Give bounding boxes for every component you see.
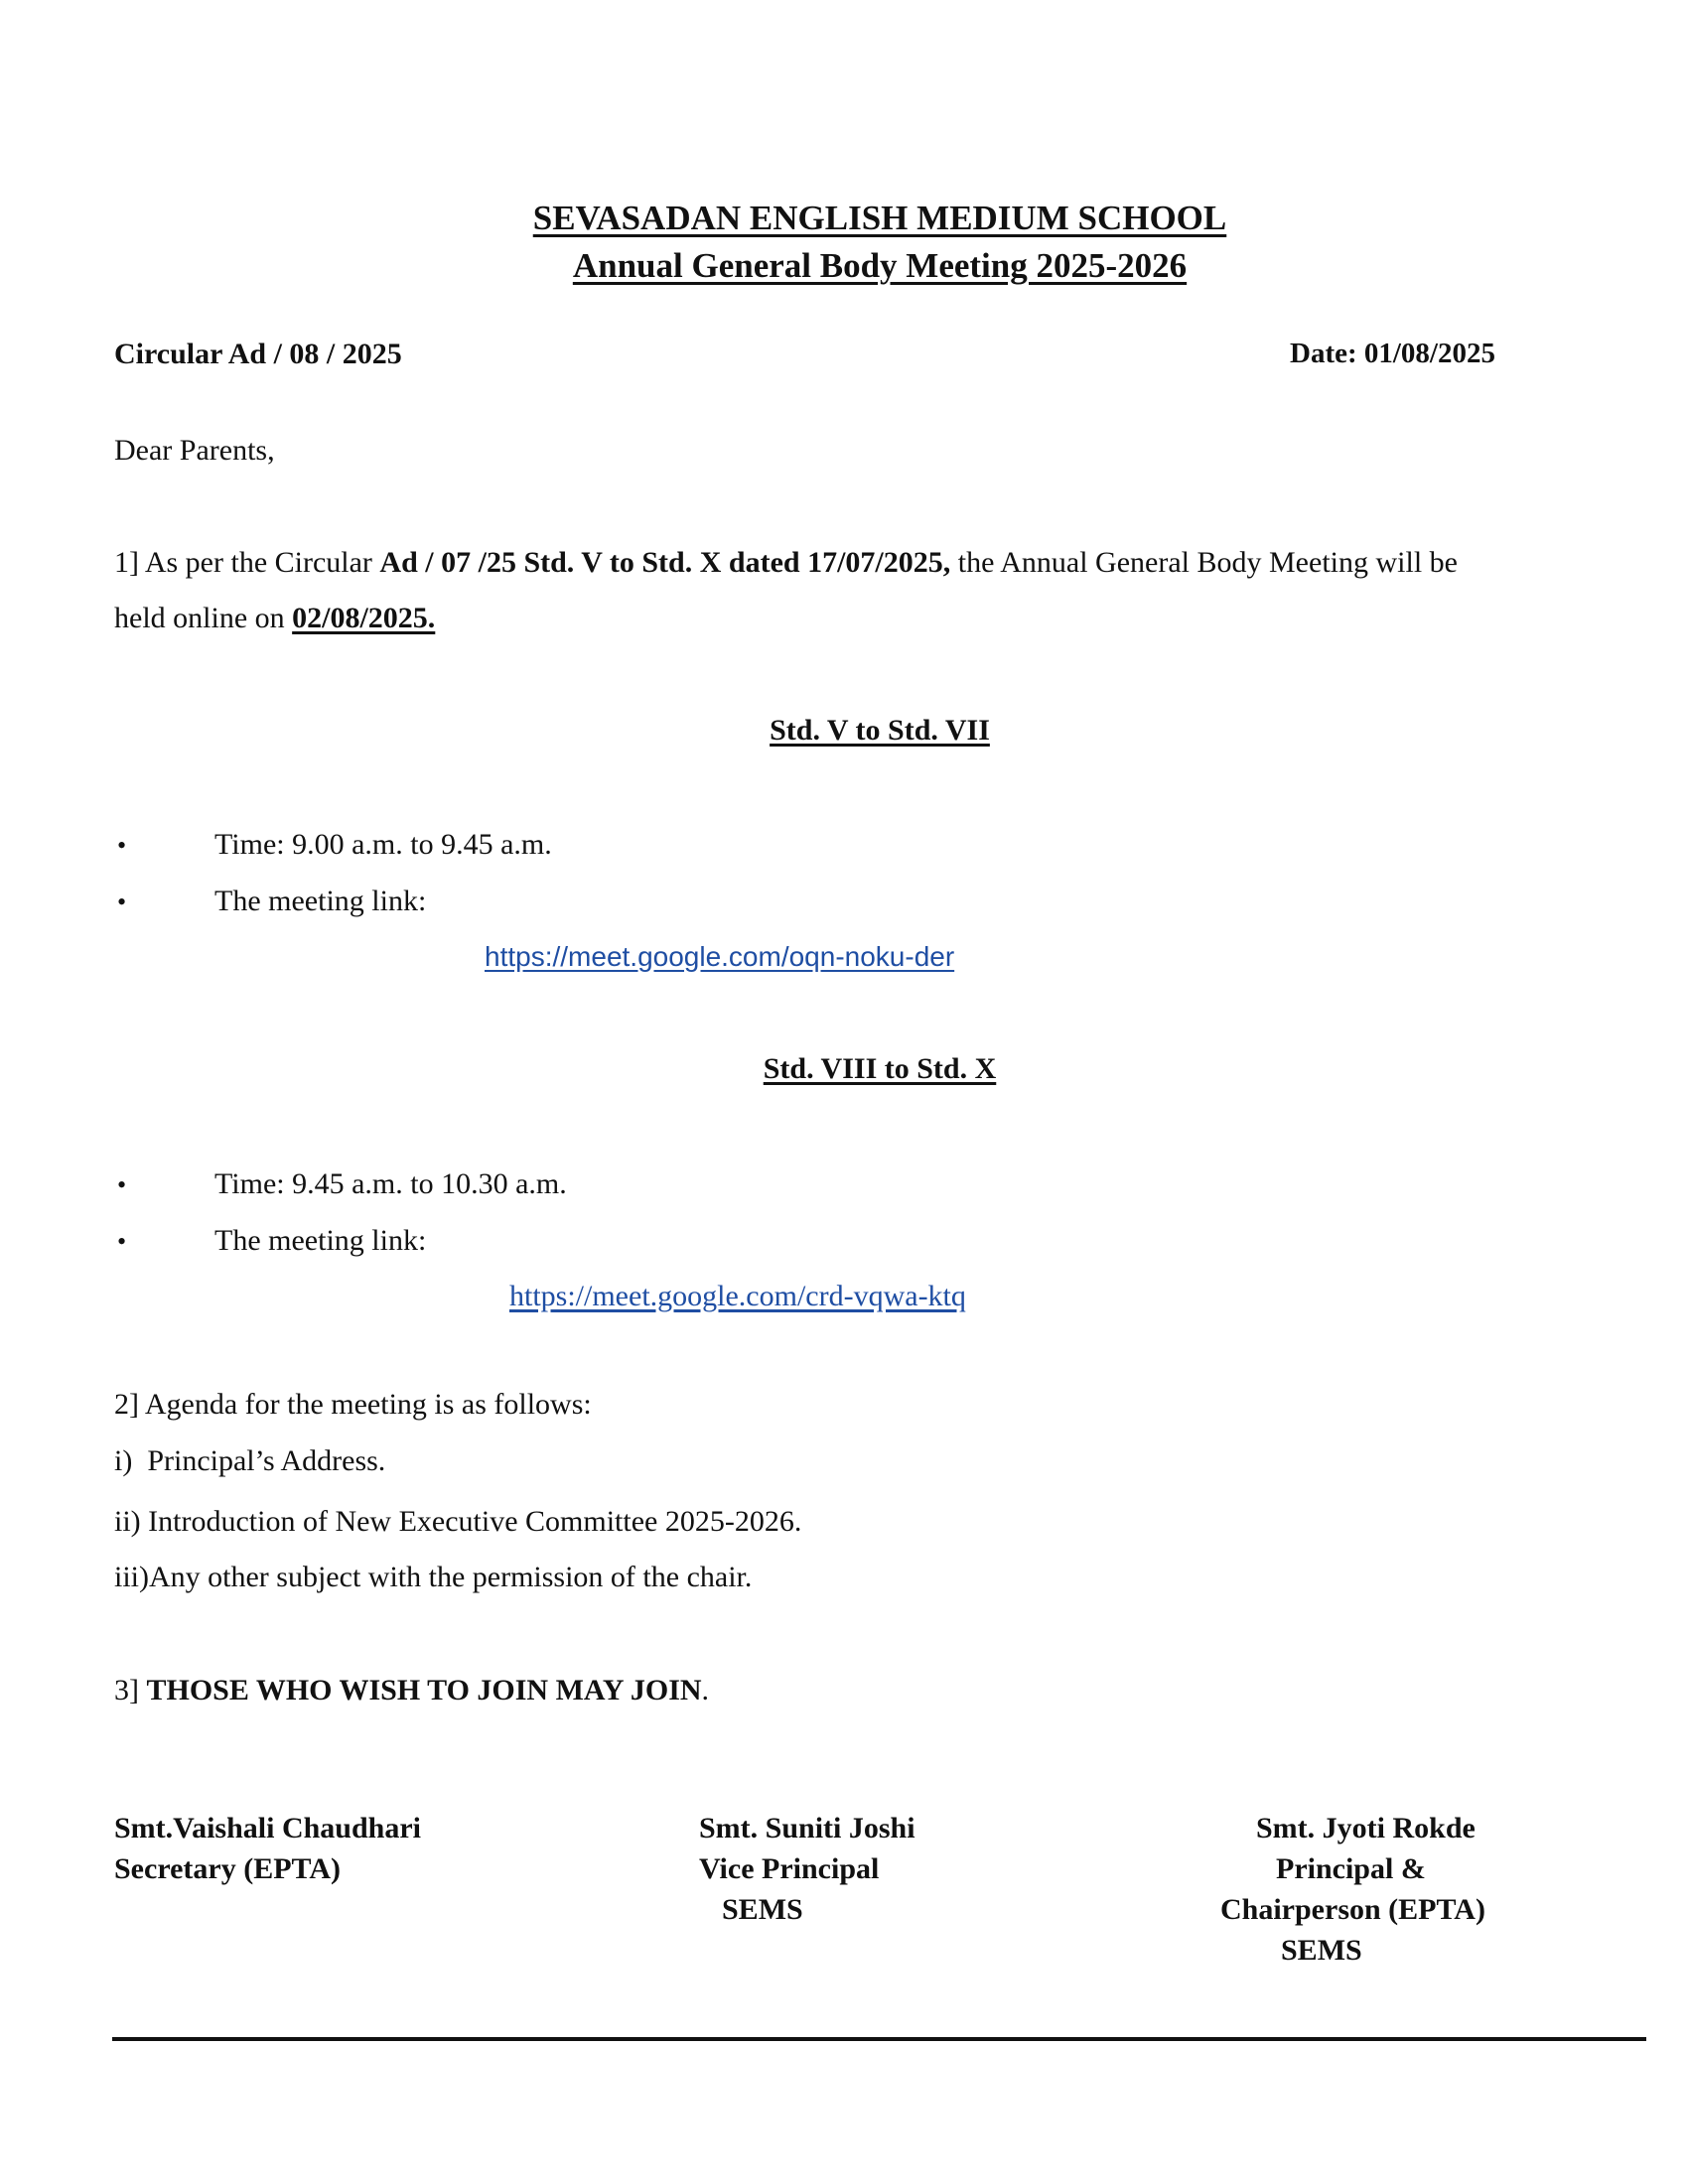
- school-name: SEVASADAN ENGLISH MEDIUM SCHOOL: [532, 199, 1227, 237]
- paragraph-1-line-2: [114, 602, 435, 635]
- signatory-3-name: Smt. Jyoti Rokde: [1256, 1812, 1476, 1844]
- signatory-3-role: Chairperson (EPTA): [1220, 1893, 1485, 1926]
- section-heading-std-v-vii: Std. V to Std. VII: [770, 714, 990, 747]
- paragraph-1-middle: the Annual General Body Meeting will be: [950, 546, 1458, 579]
- section-heading-std-viii-x: Std. VIII to Std. X: [763, 1052, 997, 1085]
- agenda-item: ii) Introduction of New Executive Committee 2025-2026.: [114, 1505, 802, 1538]
- signatory-2-name: Smt. Suniti Joshi: [699, 1812, 915, 1844]
- salutation: Dear Parents,: [114, 434, 275, 467]
- join-notice: THOSE WHO WISH TO JOIN MAY JOIN: [146, 1674, 702, 1706]
- agenda-item: iii)Any other subject with the permission of the chair.: [114, 1561, 753, 1593]
- circular-date: Date: 01/08/2025: [1290, 338, 1495, 369]
- agenda-intro: 2] Agenda for the meeting is as follows:: [114, 1388, 592, 1421]
- signatory-3-title: Principal &: [1276, 1852, 1426, 1885]
- paragraph-1-line-1: [114, 546, 1458, 580]
- signatory-2-title: Vice Principal: [699, 1852, 880, 1885]
- signatory-2-org: SEMS: [722, 1893, 803, 1926]
- section-2-link-label: The meeting link:: [214, 1224, 427, 1257]
- signatory-1-title: Secretary (EPTA): [114, 1852, 341, 1885]
- paragraph-3: [114, 1674, 709, 1707]
- paragraph-3-suffix: .: [701, 1674, 710, 1706]
- signatory-3-org: SEMS: [1281, 1934, 1362, 1967]
- meeting-title: Annual General Body Meeting 2025-2026: [572, 246, 1188, 285]
- section-2-time: Time: 9.45 a.m. to 10.30 a.m.: [214, 1167, 567, 1200]
- bullet-icon: •: [117, 887, 127, 916]
- section-2-meeting-link[interactable]: https://meet.google.com/crd-vqwa-ktq: [509, 1280, 966, 1312]
- bullet-icon: •: [117, 1170, 127, 1199]
- signatory-1-name: Smt.Vaishali Chaudhari: [114, 1812, 421, 1844]
- circular-number: Circular Ad / 08 / 2025: [114, 338, 402, 370]
- bullet-icon: •: [117, 831, 127, 860]
- section-1-time: Time: 9.00 a.m. to 9.45 a.m.: [214, 828, 552, 861]
- bottom-divider: [112, 2037, 1646, 2041]
- paragraph-1-line2-prefix: held online on: [114, 602, 293, 634]
- meeting-date: 02/08/2025.: [292, 602, 436, 634]
- agenda-item: i) Principal’s Address.: [114, 1444, 386, 1477]
- bullet-icon: •: [117, 1227, 127, 1256]
- section-1-link-label: The meeting link:: [214, 885, 427, 917]
- section-1-meeting-link[interactable]: https://meet.google.com/oqn-noku-der: [485, 941, 955, 972]
- paragraph-1-prefix: 1] As per the Circular: [114, 546, 380, 579]
- circular-reference: Ad / 07 /25 Std. V to Std. X dated 17/07/2025,: [379, 546, 951, 579]
- paragraph-3-prefix: 3]: [114, 1674, 147, 1706]
